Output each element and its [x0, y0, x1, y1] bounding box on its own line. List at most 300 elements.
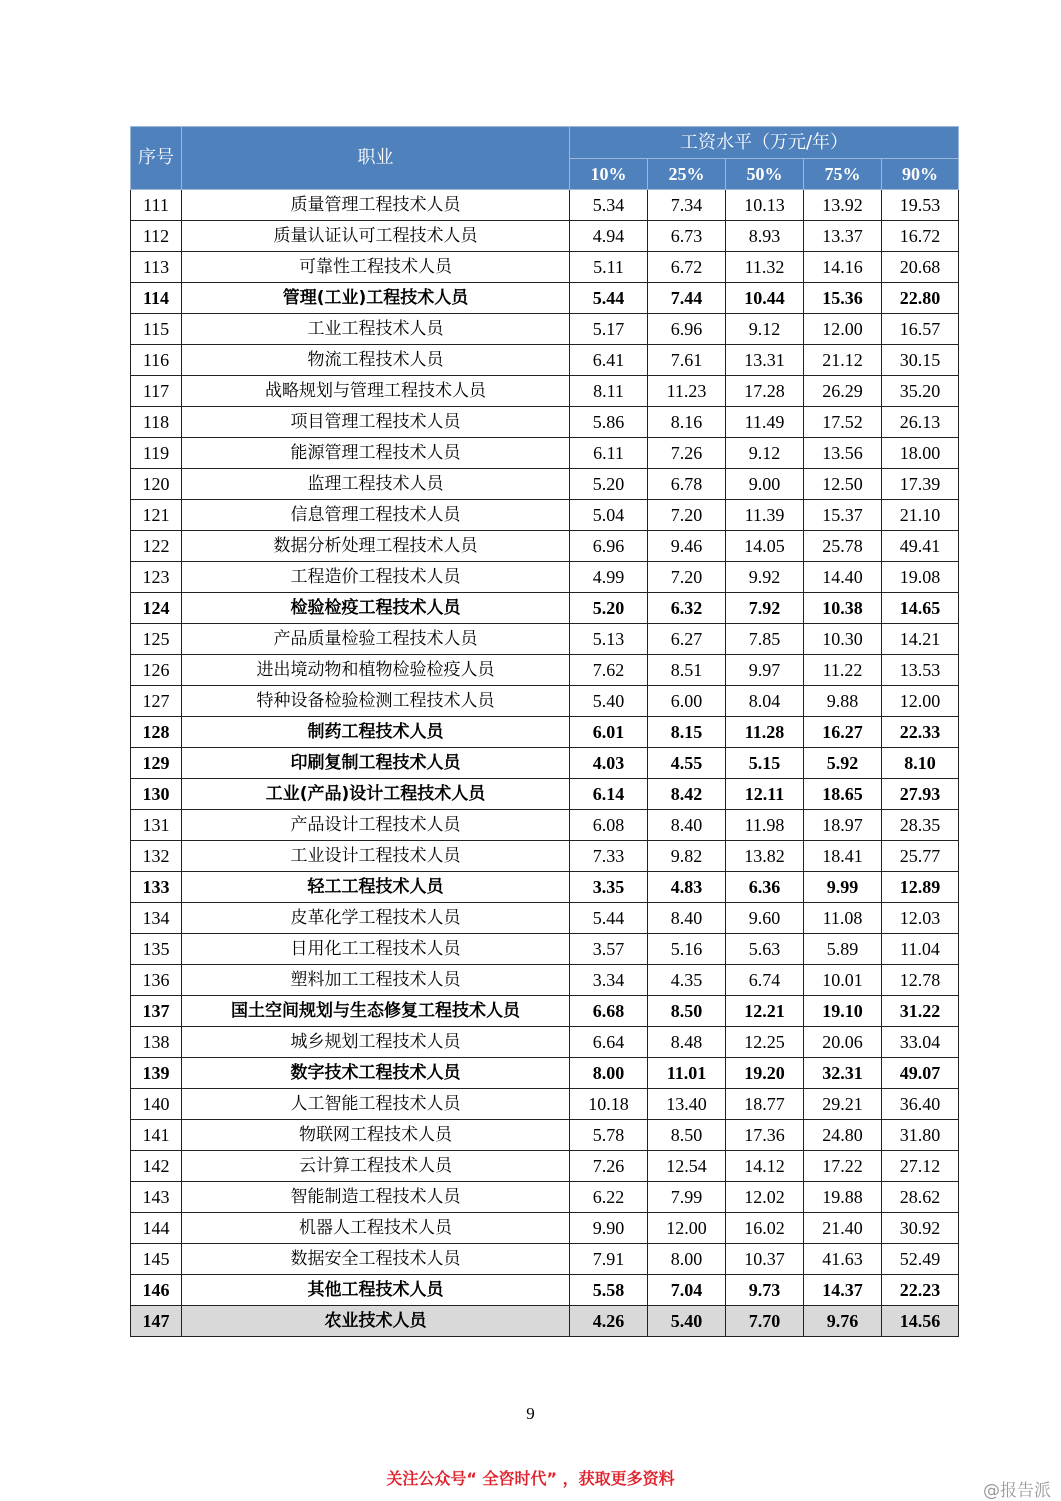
row-p25: 13.40 [648, 1089, 726, 1120]
row-p75: 26.29 [804, 376, 882, 407]
row-p10: 3.57 [570, 934, 648, 965]
row-seq: 124 [131, 593, 182, 624]
promo-text: 关注公众号“ 全咨时代” ，获取更多资料 [386, 1469, 675, 1488]
row-p25: 8.48 [648, 1027, 726, 1058]
row-p10: 5.58 [570, 1275, 648, 1306]
table-row [131, 779, 959, 810]
row-seq: 125 [131, 624, 182, 655]
table-row [131, 872, 959, 903]
row-p10: 7.33 [570, 841, 648, 872]
row-occupation: 工程造价工程技术人员 [182, 562, 570, 593]
row-p25: 12.00 [648, 1213, 726, 1244]
row-p25: 8.40 [648, 903, 726, 934]
row-p90: 22.33 [882, 717, 959, 748]
table-row [131, 500, 959, 531]
row-p50: 12.11 [726, 779, 804, 810]
row-p25: 11.23 [648, 376, 726, 407]
row-seq: 129 [131, 748, 182, 779]
row-p90: 18.00 [882, 438, 959, 469]
row-occupation: 特种设备检验检测工程技术人员 [182, 686, 570, 717]
row-p25: 11.01 [648, 1058, 726, 1089]
row-p10: 5.13 [570, 624, 648, 655]
row-p50: 8.93 [726, 221, 804, 252]
row-p90: 8.10 [882, 748, 959, 779]
table-row [131, 717, 959, 748]
row-occupation: 物流工程技术人员 [182, 345, 570, 376]
table-row [131, 221, 959, 252]
row-p50: 9.12 [726, 314, 804, 345]
row-p10: 3.35 [570, 872, 648, 903]
row-occupation: 数字技术工程技术人员 [182, 1058, 570, 1089]
row-occupation: 数据安全工程技术人员 [182, 1244, 570, 1275]
row-occupation: 人工智能工程技术人员 [182, 1089, 570, 1120]
watermark: @报告派 [983, 1481, 1051, 1501]
row-p90: 12.00 [882, 686, 959, 717]
row-seq: 138 [131, 1027, 182, 1058]
row-p50: 6.74 [726, 965, 804, 996]
row-p75: 10.30 [804, 624, 882, 655]
table-row [131, 810, 959, 841]
row-p90: 25.77 [882, 841, 959, 872]
row-seq: 127 [131, 686, 182, 717]
row-p50: 17.36 [726, 1120, 804, 1151]
row-p25: 8.42 [648, 779, 726, 810]
row-seq: 113 [131, 252, 182, 283]
row-occupation: 工业工程技术人员 [182, 314, 570, 345]
row-p10: 5.17 [570, 314, 648, 345]
row-p10: 6.96 [570, 531, 648, 562]
row-p25: 6.78 [648, 469, 726, 500]
row-occupation: 塑料加工工程技术人员 [182, 965, 570, 996]
row-p75: 5.89 [804, 934, 882, 965]
row-p50: 9.00 [726, 469, 804, 500]
row-p90: 16.57 [882, 314, 959, 345]
row-occupation: 检验检疫工程技术人员 [182, 593, 570, 624]
table-row [131, 934, 959, 965]
table-row [131, 686, 959, 717]
row-p75: 20.06 [804, 1027, 882, 1058]
row-p75: 18.97 [804, 810, 882, 841]
row-p25: 4.55 [648, 748, 726, 779]
row-seq: 126 [131, 655, 182, 686]
row-seq: 131 [131, 810, 182, 841]
row-p50: 11.32 [726, 252, 804, 283]
row-seq: 134 [131, 903, 182, 934]
row-p50: 13.82 [726, 841, 804, 872]
row-p25: 7.04 [648, 1275, 726, 1306]
row-p50: 12.21 [726, 996, 804, 1027]
row-p50: 7.92 [726, 593, 804, 624]
row-occupation: 轻工工程技术人员 [182, 872, 570, 903]
row-p75: 10.01 [804, 965, 882, 996]
row-p90: 14.56 [882, 1306, 959, 1337]
row-p90: 21.10 [882, 500, 959, 531]
row-p90: 12.89 [882, 872, 959, 903]
row-p75: 29.21 [804, 1089, 882, 1120]
row-p90: 31.80 [882, 1120, 959, 1151]
row-occupation: 战略规划与管理工程技术人员 [182, 376, 570, 407]
row-p50: 8.04 [726, 686, 804, 717]
row-p25: 8.15 [648, 717, 726, 748]
row-p75: 14.16 [804, 252, 882, 283]
row-p25: 5.40 [648, 1306, 726, 1337]
row-p10: 4.99 [570, 562, 648, 593]
row-p75: 13.56 [804, 438, 882, 469]
row-p25: 8.16 [648, 407, 726, 438]
row-p25: 7.34 [648, 190, 726, 221]
row-p25: 6.96 [648, 314, 726, 345]
row-p10: 7.91 [570, 1244, 648, 1275]
row-p10: 8.00 [570, 1058, 648, 1089]
table-row [131, 190, 959, 221]
row-p10: 5.20 [570, 593, 648, 624]
row-p10: 6.08 [570, 810, 648, 841]
row-p75: 13.37 [804, 221, 882, 252]
row-p90: 35.20 [882, 376, 959, 407]
row-p90: 31.22 [882, 996, 959, 1027]
row-p90: 27.93 [882, 779, 959, 810]
row-p90: 12.78 [882, 965, 959, 996]
row-p25: 7.44 [648, 283, 726, 314]
row-occupation: 国土空间规划与生态修复工程技术人员 [182, 996, 570, 1027]
header-seq: 序号 [131, 127, 182, 190]
row-p75: 25.78 [804, 531, 882, 562]
row-p10: 6.64 [570, 1027, 648, 1058]
row-p50: 5.15 [726, 748, 804, 779]
table-row [131, 345, 959, 376]
row-p10: 5.11 [570, 252, 648, 283]
row-p25: 8.40 [648, 810, 726, 841]
row-p25: 12.54 [648, 1151, 726, 1182]
row-p50: 9.12 [726, 438, 804, 469]
row-seq: 120 [131, 469, 182, 500]
row-p90: 33.04 [882, 1027, 959, 1058]
row-p10: 6.01 [570, 717, 648, 748]
row-seq: 112 [131, 221, 182, 252]
row-occupation: 制药工程技术人员 [182, 717, 570, 748]
row-seq: 137 [131, 996, 182, 1027]
row-p90: 52.49 [882, 1244, 959, 1275]
row-p50: 9.97 [726, 655, 804, 686]
row-p75: 9.76 [804, 1306, 882, 1337]
row-p90: 30.92 [882, 1213, 959, 1244]
table-row [131, 965, 959, 996]
row-p75: 12.50 [804, 469, 882, 500]
row-occupation: 可靠性工程技术人员 [182, 252, 570, 283]
row-p75: 13.92 [804, 190, 882, 221]
row-p75: 24.80 [804, 1120, 882, 1151]
row-p10: 8.11 [570, 376, 648, 407]
row-p50: 11.98 [726, 810, 804, 841]
row-p50: 14.12 [726, 1151, 804, 1182]
row-p10: 6.68 [570, 996, 648, 1027]
header-occupation: 职业 [182, 127, 570, 190]
row-p50: 10.37 [726, 1244, 804, 1275]
row-p25: 4.83 [648, 872, 726, 903]
row-p10: 5.78 [570, 1120, 648, 1151]
row-occupation: 管理(工业)工程技术人员 [182, 283, 570, 314]
row-p10: 6.14 [570, 779, 648, 810]
row-occupation: 监理工程技术人员 [182, 469, 570, 500]
row-p10: 5.20 [570, 469, 648, 500]
row-p10: 6.11 [570, 438, 648, 469]
row-p50: 12.25 [726, 1027, 804, 1058]
row-occupation: 产品质量检验工程技术人员 [182, 624, 570, 655]
page-number: 9 [526, 1404, 535, 1423]
row-p25: 8.50 [648, 996, 726, 1027]
row-p10: 7.26 [570, 1151, 648, 1182]
row-p10: 7.62 [570, 655, 648, 686]
row-p75: 18.65 [804, 779, 882, 810]
table-row [131, 1151, 959, 1182]
row-p75: 9.88 [804, 686, 882, 717]
row-p50: 14.05 [726, 531, 804, 562]
row-occupation: 其他工程技术人员 [182, 1275, 570, 1306]
table-row [131, 314, 959, 345]
row-p50: 13.31 [726, 345, 804, 376]
row-p75: 9.99 [804, 872, 882, 903]
row-seq: 146 [131, 1275, 182, 1306]
row-p10: 5.04 [570, 500, 648, 531]
table-row [131, 903, 959, 934]
row-occupation: 物联网工程技术人员 [182, 1120, 570, 1151]
table-row [131, 1182, 959, 1213]
row-occupation: 质量管理工程技术人员 [182, 190, 570, 221]
row-p90: 17.39 [882, 469, 959, 500]
row-occupation: 印刷复制工程技术人员 [182, 748, 570, 779]
row-p10: 5.40 [570, 686, 648, 717]
row-p25: 9.46 [648, 531, 726, 562]
row-p75: 5.92 [804, 748, 882, 779]
row-p50: 17.28 [726, 376, 804, 407]
row-p10: 6.41 [570, 345, 648, 376]
row-p90: 22.80 [882, 283, 959, 314]
row-occupation: 智能制造工程技术人员 [182, 1182, 570, 1213]
row-p50: 16.02 [726, 1213, 804, 1244]
row-p50: 9.60 [726, 903, 804, 934]
row-occupation: 日用化工工程技术人员 [182, 934, 570, 965]
row-p90: 14.21 [882, 624, 959, 655]
row-p90: 12.03 [882, 903, 959, 934]
row-p75: 12.00 [804, 314, 882, 345]
row-seq: 128 [131, 717, 182, 748]
row-p50: 18.77 [726, 1089, 804, 1120]
table-row [131, 376, 959, 407]
row-p90: 26.13 [882, 407, 959, 438]
row-occupation: 皮革化学工程技术人员 [182, 903, 570, 934]
row-seq: 130 [131, 779, 182, 810]
row-p25: 5.16 [648, 934, 726, 965]
row-p10: 4.26 [570, 1306, 648, 1337]
header-p50: 50% [726, 159, 804, 190]
row-p25: 7.26 [648, 438, 726, 469]
row-seq: 132 [131, 841, 182, 872]
row-seq: 135 [131, 934, 182, 965]
table-row [131, 562, 959, 593]
table-row [131, 996, 959, 1027]
row-p75: 17.52 [804, 407, 882, 438]
row-p90: 28.35 [882, 810, 959, 841]
row-p10: 5.34 [570, 190, 648, 221]
row-p75: 15.37 [804, 500, 882, 531]
row-p50: 11.28 [726, 717, 804, 748]
row-p50: 11.39 [726, 500, 804, 531]
table-row [131, 1213, 959, 1244]
row-p75: 19.88 [804, 1182, 882, 1213]
row-p75: 19.10 [804, 996, 882, 1027]
row-p10: 5.44 [570, 903, 648, 934]
table-row [131, 1275, 959, 1306]
row-p75: 14.37 [804, 1275, 882, 1306]
row-p50: 10.44 [726, 283, 804, 314]
row-p90: 30.15 [882, 345, 959, 376]
row-p90: 13.53 [882, 655, 959, 686]
row-p25: 9.82 [648, 841, 726, 872]
row-occupation: 工业(产品)设计工程技术人员 [182, 779, 570, 810]
table-row [131, 593, 959, 624]
row-occupation: 农业技术人员 [182, 1306, 570, 1337]
row-p50: 9.92 [726, 562, 804, 593]
row-p75: 17.22 [804, 1151, 882, 1182]
row-p25: 4.35 [648, 965, 726, 996]
row-p25: 7.99 [648, 1182, 726, 1213]
wage-table [130, 126, 959, 1337]
row-p90: 19.08 [882, 562, 959, 593]
row-p10: 3.34 [570, 965, 648, 996]
row-p75: 15.36 [804, 283, 882, 314]
row-occupation: 质量认证认可工程技术人员 [182, 221, 570, 252]
row-seq: 142 [131, 1151, 182, 1182]
row-p50: 9.73 [726, 1275, 804, 1306]
row-p25: 6.72 [648, 252, 726, 283]
header-wage-group: 工资水平（万元/年） [570, 127, 959, 159]
row-seq: 144 [131, 1213, 182, 1244]
table-header [131, 127, 959, 190]
row-seq: 115 [131, 314, 182, 345]
row-occupation: 云计算工程技术人员 [182, 1151, 570, 1182]
row-seq: 147 [131, 1306, 182, 1337]
row-p25: 7.20 [648, 500, 726, 531]
table-row [131, 1306, 959, 1337]
row-p75: 41.63 [804, 1244, 882, 1275]
header-p90: 90% [882, 159, 959, 190]
row-seq: 136 [131, 965, 182, 996]
row-p10: 4.94 [570, 221, 648, 252]
row-seq: 117 [131, 376, 182, 407]
row-p10: 5.44 [570, 283, 648, 314]
row-p25: 8.51 [648, 655, 726, 686]
table-row [131, 1089, 959, 1120]
row-p25: 6.00 [648, 686, 726, 717]
row-seq: 139 [131, 1058, 182, 1089]
row-p75: 18.41 [804, 841, 882, 872]
row-occupation: 数据分析处理工程技术人员 [182, 531, 570, 562]
row-p50: 6.36 [726, 872, 804, 903]
row-seq: 140 [131, 1089, 182, 1120]
row-occupation: 能源管理工程技术人员 [182, 438, 570, 469]
table-row [131, 624, 959, 655]
row-p10: 5.86 [570, 407, 648, 438]
row-seq: 123 [131, 562, 182, 593]
row-p90: 16.72 [882, 221, 959, 252]
row-seq: 122 [131, 531, 182, 562]
row-p90: 20.68 [882, 252, 959, 283]
table-row [131, 252, 959, 283]
table-row [131, 1058, 959, 1089]
row-seq: 118 [131, 407, 182, 438]
row-p90: 28.62 [882, 1182, 959, 1213]
header-p10: 10% [570, 159, 648, 190]
row-p25: 8.00 [648, 1244, 726, 1275]
row-p75: 21.40 [804, 1213, 882, 1244]
row-p90: 49.07 [882, 1058, 959, 1089]
header-p25: 25% [648, 159, 726, 190]
row-p90: 36.40 [882, 1089, 959, 1120]
table-row [131, 841, 959, 872]
row-seq: 143 [131, 1182, 182, 1213]
row-p90: 49.41 [882, 531, 959, 562]
row-p25: 7.61 [648, 345, 726, 376]
row-seq: 119 [131, 438, 182, 469]
row-seq: 121 [131, 500, 182, 531]
row-p75: 16.27 [804, 717, 882, 748]
row-p50: 12.02 [726, 1182, 804, 1213]
table-row [131, 748, 959, 779]
row-occupation: 工业设计工程技术人员 [182, 841, 570, 872]
row-p75: 11.22 [804, 655, 882, 686]
row-seq: 111 [131, 190, 182, 221]
row-p25: 6.32 [648, 593, 726, 624]
table-row [131, 1027, 959, 1058]
table-row [131, 469, 959, 500]
row-seq: 145 [131, 1244, 182, 1275]
header-p75: 75% [804, 159, 882, 190]
row-p75: 11.08 [804, 903, 882, 934]
row-p25: 6.73 [648, 221, 726, 252]
row-p50: 11.49 [726, 407, 804, 438]
row-seq: 116 [131, 345, 182, 376]
table-row [131, 1120, 959, 1151]
row-p75: 21.12 [804, 345, 882, 376]
row-p90: 27.12 [882, 1151, 959, 1182]
row-occupation: 信息管理工程技术人员 [182, 500, 570, 531]
row-p90: 14.65 [882, 593, 959, 624]
table-row [131, 407, 959, 438]
row-p75: 32.31 [804, 1058, 882, 1089]
row-p10: 10.18 [570, 1089, 648, 1120]
table-row [131, 531, 959, 562]
row-occupation: 产品设计工程技术人员 [182, 810, 570, 841]
row-p50: 5.63 [726, 934, 804, 965]
row-p75: 10.38 [804, 593, 882, 624]
row-seq: 114 [131, 283, 182, 314]
row-p10: 9.90 [570, 1213, 648, 1244]
row-occupation: 进出境动物和植物检验检疫人员 [182, 655, 570, 686]
row-p50: 7.70 [726, 1306, 804, 1337]
row-p90: 22.23 [882, 1275, 959, 1306]
table-row [131, 438, 959, 469]
row-p50: 7.85 [726, 624, 804, 655]
row-p90: 19.53 [882, 190, 959, 221]
row-seq: 141 [131, 1120, 182, 1151]
row-p25: 8.50 [648, 1120, 726, 1151]
table-row [131, 1244, 959, 1275]
row-p50: 10.13 [726, 190, 804, 221]
row-occupation: 机器人工程技术人员 [182, 1213, 570, 1244]
table-row [131, 283, 959, 314]
row-p10: 6.22 [570, 1182, 648, 1213]
row-p10: 4.03 [570, 748, 648, 779]
